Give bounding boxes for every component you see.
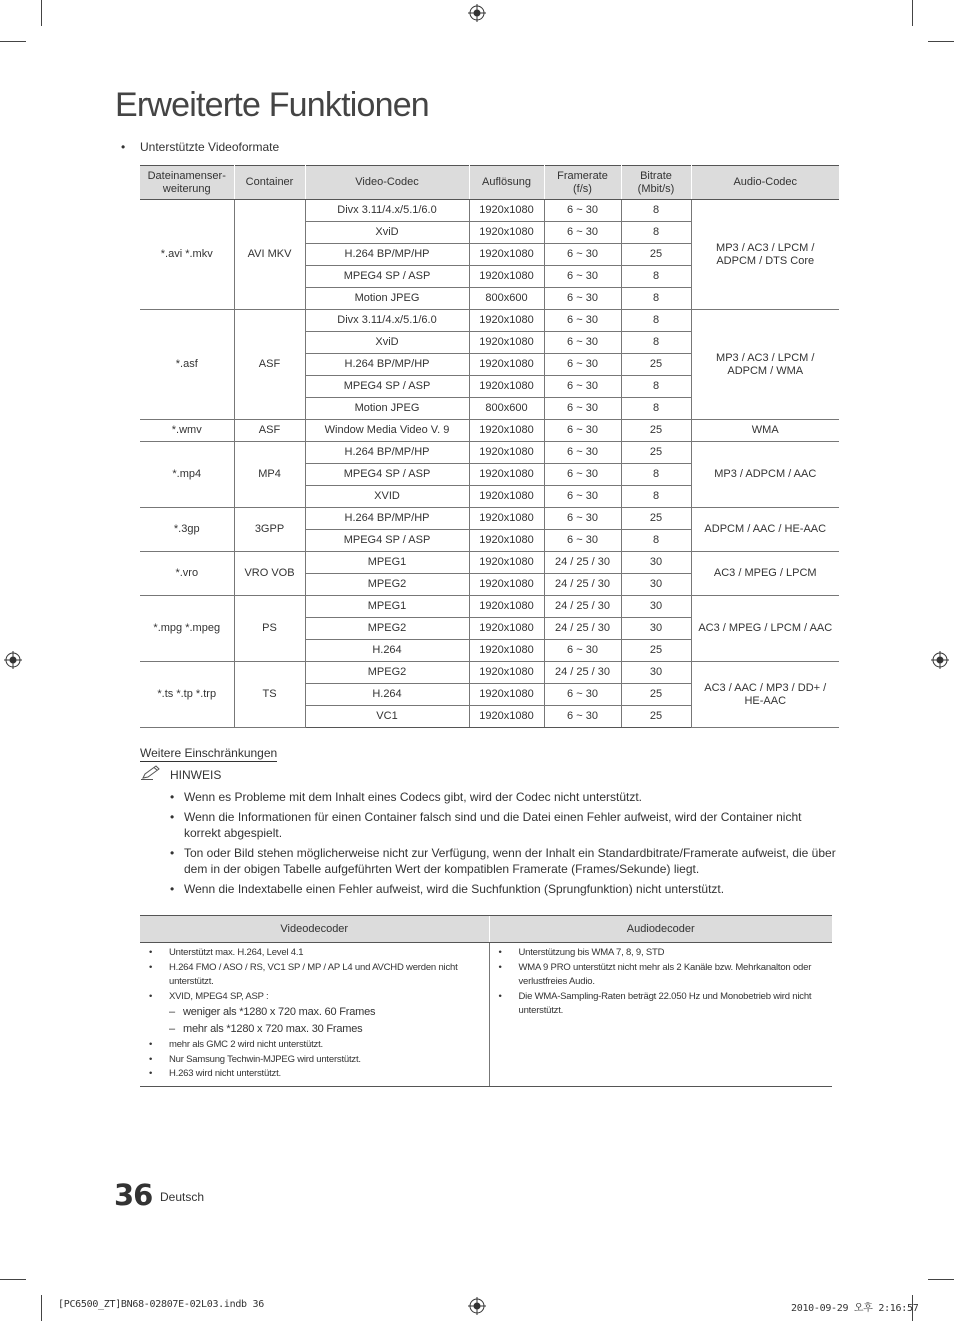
intro-bullet-text: Unterstützte Videoformate [140, 140, 280, 154]
crop-mark [0, 1279, 26, 1280]
resolution-header: Auflösung [469, 166, 544, 200]
video-codec-cell: H.264 BP/MP/HP [305, 244, 469, 266]
list-item: – weniger als *1280 x 720 max. 60 Frames [148, 1004, 483, 1021]
video-codec-header: Video-Codec [305, 166, 469, 200]
file-extension-cell: *.mpg *.mpeg [140, 596, 234, 662]
bullet-icon: • [121, 140, 126, 154]
resolution-cell: 800x600 [469, 398, 544, 420]
video-codec-cell: Divx 3.11/4.x/5.1/6.0 [305, 200, 469, 222]
video-codec-cell: H.264 [305, 684, 469, 706]
footer-date: 2010-09-29 오후 2:16:57 [791, 1303, 919, 1314]
framerate-cell: 6 ~ 30 [544, 684, 621, 706]
bitrate-cell: 8 [621, 530, 691, 552]
bitrate-cell: 8 [621, 222, 691, 244]
video-codec-cell: MPEG4 SP / ASP [305, 376, 469, 398]
audio-codec-cell: ADPCM / AAC / HE-AAC [691, 508, 839, 552]
list-item: • Unterstützung bis WMA 7, 8, 9, STD [498, 946, 827, 961]
resolution-cell: 1920x1080 [469, 662, 544, 684]
framerate-cell: 24 / 25 / 30 [544, 596, 621, 618]
resolution-cell: 1920x1080 [469, 244, 544, 266]
registration-mark-icon [4, 651, 22, 669]
framerate-cell: 6 ~ 30 [544, 376, 621, 398]
video-codec-cell: Motion JPEG [305, 398, 469, 420]
resolution-cell: 1920x1080 [469, 596, 544, 618]
bitrate-cell: 8 [621, 464, 691, 486]
restriction-list [170, 789, 838, 901]
bitrate-cell: 25 [621, 640, 691, 662]
video-codec-cell: VC1 [305, 706, 469, 728]
resolution-cell: 800x600 [469, 288, 544, 310]
bitrate-cell: 8 [621, 288, 691, 310]
bitrate-cell: 8 [621, 398, 691, 420]
video-codec-cell: Motion JPEG [305, 288, 469, 310]
video-codec-cell: XVID [305, 486, 469, 508]
resolution-cell: 1920x1080 [469, 420, 544, 442]
framerate-cell: 6 ~ 30 [544, 200, 621, 222]
container-cell: 3GPP [234, 508, 305, 552]
list-item: – mehr als *1280 x 720 max. 30 Frames [148, 1021, 483, 1038]
bitrate-cell: 30 [621, 662, 691, 684]
bitrate-cell: 25 [621, 706, 691, 728]
resolution-cell: 1920x1080 [469, 310, 544, 332]
video-codec-cell: H.264 BP/MP/HP [305, 508, 469, 530]
list-item: • Nur Samsung Techwin-MJPEG wird unterstützt. [148, 1053, 483, 1068]
resolution-cell: 1920x1080 [469, 508, 544, 530]
file-extension-cell: *.vro [140, 552, 234, 596]
video-codec-cell: MPEG2 [305, 574, 469, 596]
pencil-note-icon [141, 764, 161, 780]
bitrate-cell: 8 [621, 200, 691, 222]
video-codec-cell: MPEG1 [305, 552, 469, 574]
framerate-cell: 6 ~ 30 [544, 266, 621, 288]
table-row [140, 420, 839, 442]
video-codec-cell: Window Media Video V. 9 [305, 420, 469, 442]
list-item: • H.264 FMO / ASO / RS, VC1 SP / MP / AP L4 und AVCHD werden nicht unterstützt. [148, 961, 483, 990]
bitrate-cell: 8 [621, 332, 691, 354]
resolution-cell: 1920x1080 [469, 530, 544, 552]
framerate-cell: 6 ~ 30 [544, 354, 621, 376]
framerate-cell: 6 ~ 30 [544, 420, 621, 442]
bitrate-cell: 30 [621, 596, 691, 618]
table-row [140, 943, 832, 1087]
framerate-cell: 6 ~ 30 [544, 486, 621, 508]
framerate-cell: 6 ~ 30 [544, 310, 621, 332]
list-item: • mehr als GMC 2 wird nicht unterstützt. [148, 1038, 483, 1053]
resolution-cell: 1920x1080 [469, 640, 544, 662]
resolution-cell: 1920x1080 [469, 706, 544, 728]
page-language: Deutsch [160, 1190, 205, 1204]
table-header-row [140, 916, 832, 943]
bitrate-cell: 25 [621, 354, 691, 376]
bitrate-cell: 25 [621, 508, 691, 530]
framerate-cell: 6 ~ 30 [544, 442, 621, 464]
registration-mark-icon [468, 1297, 486, 1315]
file-extension-cell: *.3gp [140, 508, 234, 552]
note-label: HINWEIS [170, 768, 222, 782]
list-item: • XVID, MPEG4 SP, ASP : [148, 990, 483, 1005]
resolution-cell: 1920x1080 [469, 464, 544, 486]
framerate-cell: 24 / 25 / 30 [544, 662, 621, 684]
audio-decoder-header: Audiodecoder [489, 916, 832, 943]
audio-codec-cell: AC3 / MPEG / LPCM [691, 552, 839, 596]
file-extension-cell: *.asf [140, 310, 234, 420]
intro-bullet [121, 140, 279, 154]
bitrate-cell: 8 [621, 376, 691, 398]
page-title: Erweiterte Funktionen [115, 86, 429, 124]
video-codec-cell: MPEG2 [305, 662, 469, 684]
video-codec-cell: Divx 3.11/4.x/5.1/6.0 [305, 310, 469, 332]
video-decoder-cell [140, 943, 489, 1087]
framerate-cell: 6 ~ 30 [544, 508, 621, 530]
list-item: • Wenn es Probleme mit dem Inhalt eines Codecs gibt, wird der Codec nicht unterstützt. [170, 789, 838, 805]
video-codec-cell: H.264 BP/MP/HP [305, 442, 469, 464]
resolution-cell: 1920x1080 [469, 354, 544, 376]
framerate-cell: 24 / 25 / 30 [544, 618, 621, 640]
container-header: Container [234, 166, 305, 200]
table-row [140, 596, 839, 618]
video-codec-cell: MPEG2 [305, 618, 469, 640]
container-cell: PS [234, 596, 305, 662]
framerate-cell: 6 ~ 30 [544, 530, 621, 552]
resolution-cell: 1920x1080 [469, 552, 544, 574]
audio-codec-cell: WMA [691, 420, 839, 442]
list-item: • WMA 9 PRO unterstützt nicht mehr als 2 Kanäle bzw. Mehrkanalton oder verlustfreies Audio. [498, 961, 827, 990]
video-codec-cell: XviD [305, 222, 469, 244]
video-codec-cell: H.264 BP/MP/HP [305, 354, 469, 376]
audio-codec-cell: MP3 / AC3 / LPCM / ADPCM / WMA [691, 310, 839, 420]
bitrate-cell: 30 [621, 552, 691, 574]
audio-decoder-cell [489, 943, 832, 1087]
bitrate-header: Bitrate (Mbit/s) [621, 166, 691, 200]
list-item: • Die WMA-Sampling-Raten beträgt 22.050 Hz und Monobetrieb wird nicht unterstützt. [498, 990, 827, 1019]
bitrate-cell: 30 [621, 574, 691, 596]
audio-codec-cell: MP3 / ADPCM / AAC [691, 442, 839, 508]
container-cell: TS [234, 662, 305, 728]
container-cell: AVI MKV [234, 200, 305, 310]
video-codec-cell: MPEG4 SP / ASP [305, 530, 469, 552]
table-row [140, 442, 839, 464]
crop-mark [41, 0, 42, 26]
list-item: • H.263 wird nicht unterstützt. [148, 1067, 483, 1082]
registration-mark-icon [931, 651, 949, 669]
video-codec-cell: H.264 [305, 640, 469, 662]
page-number: 36 [114, 1178, 153, 1212]
bitrate-cell: 25 [621, 244, 691, 266]
resolution-cell: 1920x1080 [469, 684, 544, 706]
video-codec-cell: MPEG4 SP / ASP [305, 464, 469, 486]
list-item: • Wenn die Informationen für einen Container falsch sind und die Datei einen Fehler aufweist, wird der Container nicht korrekt abgespielt. [170, 809, 838, 841]
video-codec-cell: MPEG4 SP / ASP [305, 266, 469, 288]
resolution-cell: 1920x1080 [469, 376, 544, 398]
bitrate-cell: 30 [621, 618, 691, 640]
table-row [140, 310, 839, 332]
resolution-cell: 1920x1080 [469, 574, 544, 596]
audio-decoder-list [498, 946, 827, 1019]
framerate-cell: 24 / 25 / 30 [544, 574, 621, 596]
bitrate-cell: 25 [621, 442, 691, 464]
file-extension-cell: *.mp4 [140, 442, 234, 508]
resolution-cell: 1920x1080 [469, 200, 544, 222]
container-cell: ASF [234, 310, 305, 420]
file-extension-cell: *.ts *.tp *.trp [140, 662, 234, 728]
framerate-cell: 6 ~ 30 [544, 332, 621, 354]
framerate-cell: 6 ~ 30 [544, 398, 621, 420]
framerate-cell: 6 ~ 30 [544, 640, 621, 662]
resolution-cell: 1920x1080 [469, 332, 544, 354]
container-cell: MP4 [234, 442, 305, 508]
list-item: • Ton oder Bild stehen möglicherweise nicht zur Verfügung, wenn der Inhalt ein Standardbitrate/Framerate aufweist, die über dem in der obigen Tabelle aufgeführten Wert der kompatiblen Framerate (Frames/Sekunde) liegt. [170, 845, 838, 877]
file-extension-cell: *.avi *.mkv [140, 200, 234, 310]
bitrate-cell: 8 [621, 266, 691, 288]
container-cell: VRO VOB [234, 552, 305, 596]
crop-mark [928, 41, 954, 42]
bitrate-cell: 25 [621, 420, 691, 442]
video-decoder-list [148, 946, 483, 1082]
audio-codec-cell: AC3 / AAC / MP3 / DD+ / HE-AAC [691, 662, 839, 728]
framerate-cell: 6 ~ 30 [544, 706, 621, 728]
audio-codec-cell: AC3 / MPEG / LPCM / AAC [691, 596, 839, 662]
crop-mark [912, 0, 913, 26]
container-cell: ASF [234, 420, 305, 442]
framerate-header: Framerate (f/s) [544, 166, 621, 200]
list-item: • Unterstützt max. H.264, Level 4.1 [148, 946, 483, 961]
video-codec-cell: XviD [305, 332, 469, 354]
resolution-cell: 1920x1080 [469, 442, 544, 464]
bitrate-cell: 25 [621, 684, 691, 706]
crop-mark [928, 1279, 954, 1280]
resolution-cell: 1920x1080 [469, 486, 544, 508]
bitrate-cell: 8 [621, 486, 691, 508]
framerate-cell: 6 ~ 30 [544, 464, 621, 486]
video-decoder-header: Videodecoder [140, 916, 489, 943]
resolution-cell: 1920x1080 [469, 222, 544, 244]
table-row [140, 662, 839, 684]
file-extension-cell: *.wmv [140, 420, 234, 442]
footer-file-info: [PC6500_ZT]BN68-02807E-02L03.indb 36 [58, 1299, 264, 1310]
table-row [140, 200, 839, 222]
framerate-cell: 6 ~ 30 [544, 222, 621, 244]
framerate-cell: 24 / 25 / 30 [544, 552, 621, 574]
table-row [140, 552, 839, 574]
ext-header: Dateinamenser- weiterung [140, 166, 234, 200]
audio-codec-header: Audio-Codec [691, 166, 839, 200]
video-format-table [140, 165, 839, 728]
audio-codec-cell: MP3 / AC3 / LPCM / ADPCM / DTS Core [691, 200, 839, 310]
decoder-table [140, 915, 832, 1087]
resolution-cell: 1920x1080 [469, 266, 544, 288]
framerate-cell: 6 ~ 30 [544, 244, 621, 266]
list-item: • Wenn die Indextabelle einen Fehler aufweist, wird die Suchfunktion (Sprungfunktion) nicht unterstützt. [170, 881, 838, 897]
crop-mark [41, 1295, 42, 1321]
table-header-row [140, 166, 839, 200]
resolution-cell: 1920x1080 [469, 618, 544, 640]
video-codec-cell: MPEG1 [305, 596, 469, 618]
framerate-cell: 6 ~ 30 [544, 288, 621, 310]
section-title: Weitere Einschränkungen [140, 746, 278, 760]
bitrate-cell: 8 [621, 310, 691, 332]
table-row [140, 508, 839, 530]
registration-mark-icon [468, 4, 486, 22]
crop-mark [0, 41, 26, 42]
